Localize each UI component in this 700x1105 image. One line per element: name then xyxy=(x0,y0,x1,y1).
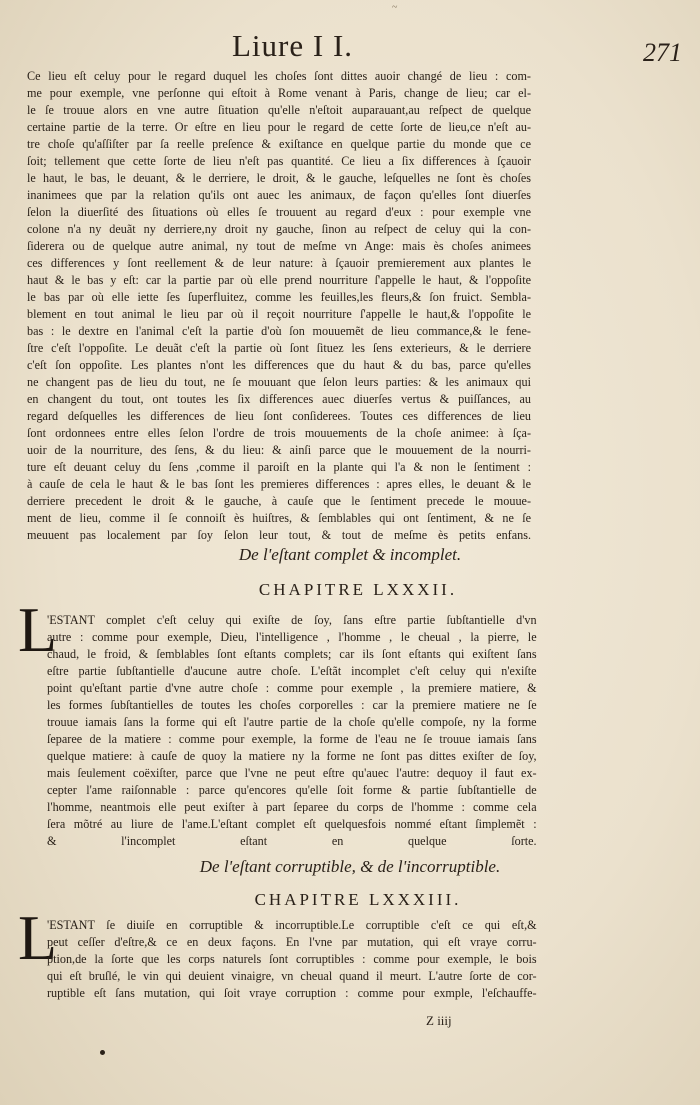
text-line: en changent du tout, ont toutes les ſix differences auec diuerſes vertus & puiſſances, au xyxy=(27,392,531,406)
text-line: ſera mõtré au liure de l'ame.L'eſtant complet eſt quelquesfois nommé eſtant ſimplemẽt : xyxy=(47,817,537,831)
text-line: bas : le dextre en l'animal c'eſt la partie d'où ſon mouuemẽt de lieu commance,& le fene- xyxy=(27,324,531,338)
text-line: quelque matiere: à cauſe de quoy la matiere ny la forme ne ſont pas dittes exiſter de ſoy, xyxy=(47,749,537,763)
text-line: le haut, le bas, le deuant, & le derriere, le droit, & le gauche, leſquelles ne ſont ès choſes xyxy=(27,171,531,185)
ink-dot xyxy=(100,1050,105,1055)
paragraph-estant-complet xyxy=(47,612,537,850)
text-line: les formes ſubſtantielles de toutes les choſes corporelles : car la premiere matiere ne ſe xyxy=(47,698,537,712)
paragraph-lieu xyxy=(27,68,531,544)
chapter-heading-83: CHAPITRE LXXXIII. xyxy=(254,890,462,909)
header-ornament: ~ xyxy=(392,2,398,13)
section-title-complet: De l'eſtant complet & incomplet. xyxy=(238,545,462,564)
text-line: l'homme, neantmois elle peut exiſter à part ſeparee du corps de l'homme : comme cela xyxy=(47,800,537,814)
text-line: ſiderera ou de quelque autre animal, ny tout de meſme vn Ange: mais ès choſes animees xyxy=(27,239,531,253)
text-line: point qu'eſtant partie d'vne autre choſe : comme pour exemple , la premiere matiere, & xyxy=(47,681,537,695)
text-line: me pour exemple, vne perſonne qui eſtoit à Rome venant à Paris, change de lieu; car el- xyxy=(27,86,531,100)
drop-cap-initial: L xyxy=(18,594,58,665)
text-line: ment de lieu, comme il ſe connoiſt ès huiſtres, & ſemblables qui ont ſentiment, & ne ſe xyxy=(27,511,531,525)
text-line: ne changent pas de lieu du tout, ne ſe mouuant que ſelon leurs parties: & les animaux qui xyxy=(27,375,531,389)
text-line: & l'incomplet eſtant en quelque ſorte. xyxy=(47,834,537,848)
text-line: 'ESTANT ſe diuiſe en corruptible & incorruptible.Le corruptible c'eſt ce qui eſt,& xyxy=(47,918,537,932)
running-head: Liure I I. xyxy=(232,28,354,63)
text-line: ces differences y ſont reellement & de leur nature: à ſçauoir premierement aux plantes le xyxy=(27,256,531,270)
text-line: ture eſt deuant celuy du ſens ,comme il paroiſt en la plante qui l'a & non le ſentiment : xyxy=(27,460,531,474)
section-title-corruptible: De l'eſtant corruptible, & de l'incorruptible. xyxy=(199,857,501,876)
text-line: tre choſe qu'aſſiſter par ſa reelle preſence & exiſtance en quelque partie du monde que ce xyxy=(27,137,531,151)
text-line: ruptible eſt ſans mutation, qui ſoit vraye corruption : comme pour exmple, l'eſchauffe- xyxy=(47,986,537,1000)
drop-cap-initial: L xyxy=(18,902,58,973)
text-line: peut ceſſer d'eſtre,& ce en deux façons. En l'vne par mutation, qui eſt vraye corru- xyxy=(47,935,537,949)
text-line: ſoit; tellement que cette ſorte de lieu n'eſt pas quantité. Ce lieu a ſix differences à ſçauoir xyxy=(27,154,531,168)
text-line: autre : comme pour exemple, Dieu, l'intelligence , l'homme , le cheual , la pierre, le xyxy=(47,630,537,644)
text-line: cepter l'ame raiſonnable : parce qu'encores qu'elle ſoit forme & partie ſubſtantielle de xyxy=(47,783,537,797)
signature-mark: Z iiij xyxy=(426,1013,452,1028)
text-line: colone n'a ny deuãt ny derriere,ny droit ny gauche, ſinon au reſpect de celuy qui la con- xyxy=(27,222,531,236)
text-line: haut & le bas y eſt: car la partie par où elle prend nourriture ſ'appelle le haut, & l'oppoſite xyxy=(27,273,531,287)
text-line: meuuent pas localement par ſoy ſelon leur tout, & tout de meſme ès petits enfans. xyxy=(27,528,531,542)
text-line: ſont ordonnees entre elles ſelon l'ordre de trois mouuements de la choſe animee: à ſça- xyxy=(27,426,531,440)
text-line: Ce lieu eſt celuy pour le regard duquel les choſes ſont dittes auoir changé de lieu : com- xyxy=(27,69,531,83)
text-line: inanimees que par la relation qu'ils ont auec les animaux, de façon qu'elles ſont diuerſes xyxy=(27,188,531,202)
text-line: à cauſe de cela le haut & le bas ſont les premieres differences : apres elles, le deuant & le xyxy=(27,477,531,491)
text-line: uoir de la nourriture, des ſens, & du lieu: & ainſi parce que le mouuement de la nourri- xyxy=(27,443,531,457)
text-line: qui eſt bruſlé, le vin qui deuient vinaigre, vn cheual quand il meurt. L'autre ſorte de cor- xyxy=(47,969,537,983)
chapter-heading-82: CHAPITRE LXXXII. xyxy=(258,580,458,599)
text-line: certaine partie de la terre. Or eſtre en lieu pour le regard de cette ſorte de lieu,ce n'eſt au- xyxy=(27,120,531,134)
text-line: derriere precedent le droit & le gauche, à cauſe que le ſentiment precede le mouue- xyxy=(27,494,531,508)
text-line: ption,de la ſorte que les corps naturels ſont corruptibles : comme pour exemple, le bois xyxy=(47,952,537,966)
text-line: le bas par où elle iette ſes ſuperfluitez, comme les feuilles,les fleurs,& ſon fruict. Sembla- xyxy=(27,290,531,304)
text-line: chaud, le froid, & ſemblables ſont eſtants complets; car ils ſont eſtants qui exiſtent ſans xyxy=(47,647,537,661)
text-line: le ſe trouue alors en vne autre ſituation qu'elle n'eſtoit auparauant,au reſpect de quelque xyxy=(27,103,531,117)
text-line: mais ſeulement coëxiſter, parce que l'vne ne peut eſtre qu'auec l'autre: dequoy il faut ex- xyxy=(47,766,537,780)
text-line: blement en tout animal le lieu par où il reçoit nourriture ſ'appelle le haut,& l'oppoſite le xyxy=(27,307,531,321)
text-line: ſelon la diuerſité des ſituations où elles ſe trouuent au regard d'eux : pour exemple vne xyxy=(27,205,531,219)
paragraph-estant-corruptible xyxy=(47,917,537,1002)
page-number: 271 xyxy=(643,38,682,67)
text-line: 'ESTANT complet c'eſt celuy qui exiſte de ſoy, ſans eſtre partie ſubſtantielle d'vn xyxy=(47,613,537,627)
text-line: regard deſquelles les differences de lieu ſont conſiderees. Toutes ces differences de lieu xyxy=(27,409,531,423)
text-line: eſtre partie ſubſtantielle d'aucune autre choſe. L'eſtãt incomplet c'eſt celuy qui n'exiſte xyxy=(47,664,537,678)
text-line: ſtre c'eſt l'oppoſite. Le deuãt c'eſt la partie où ſont ſituez les ſens exterieurs, & le derriere xyxy=(27,341,531,355)
text-line: c'eſt ſon oppoſite. Les plantes n'ont les differences que du haut & du bas, parce qu'elles xyxy=(27,358,531,372)
text-line: trouue iamais ſans la forme qui eſt l'autre partie de la choſe qu'elle compoſe, ny la forme xyxy=(47,715,537,729)
text-line: ſeparee de la matiere : comme pour exemple, la forme de l'eau ne ſe trouue iamais ſans xyxy=(47,732,537,746)
